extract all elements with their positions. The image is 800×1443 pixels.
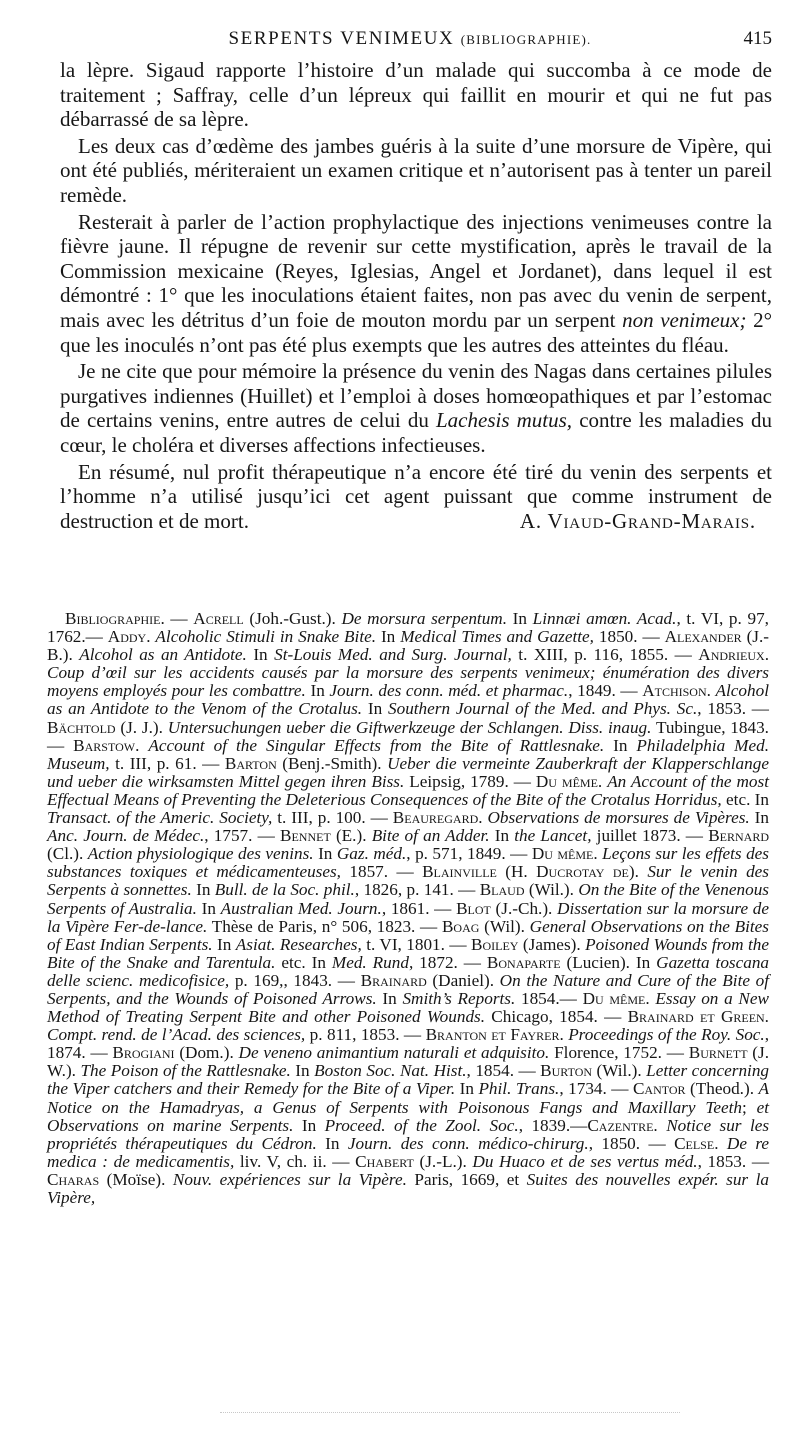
biblio-text: p. 811, 1853. — [305,1025,426,1045]
biblio-text: Paris, 1669, et [406,1169,527,1189]
biblio-author: Atchison. [642,681,711,701]
running-title-main: SERPENTS VENIMEUX [228,28,455,49]
biblio-text: In [212,934,236,954]
running-title-subtitle: (BIBLIOGRAPHIE). [460,32,592,47]
biblio-title: Alcohol as an Antidote to the Venom of the Crotalus. [47,681,769,719]
footer-rule [220,1412,680,1413]
biblio-text: Chicago, 1854. — [485,1007,628,1027]
biblio-text: In [293,1115,325,1135]
biblio-title: Smith’s Reports. [402,988,516,1008]
biblio-text: juillet 1873. — [591,826,709,846]
biblio-text: 1857. — [340,862,423,882]
biblio-title: De veneno animantium naturali et adquisito. [238,1043,550,1063]
paragraph [60,359,772,457]
biblio-title: De morsura serpentum. [341,609,508,628]
biblio-text: (J.-Ch.). [490,898,558,918]
biblio-text: Leipsig, 1789. — [404,771,536,791]
biblio-author: Du même. [582,988,650,1008]
bibliography-heading: Bibliographie. [65,609,165,628]
biblio-title: Nouv. expériences sur la Vipère. [172,1169,407,1189]
biblio-text: (J.-B.). [47,627,770,665]
biblio-text: (Lucien). In [560,952,657,972]
paragraph-text: Je ne cite que pour mémoire la présence du venin des Nagas dans certaines pilules purgatives indiennes (Huillet) et l’emploi à doses homœopathiques et par l’estomac de certains venins, entre autres de celui du [60,359,772,433]
paragraph-text: Resterait à parler de l’action prophylactique des injections venimeuses contre la fièvre jaune. Il répugne de revenir sur cette mystification, après le travail de la Commission mexicaine (Reyes, Iglesias, Angel et Jordanet), dans lequel il est démontré : 1° que les inoculations étaient faites, non pas avec du venin de serpent, mais avec les détritus d’un foie de mouton mordu par un serpent [60,209,772,332]
biblio-author: Barton [224,753,277,773]
biblio-text: (Cl.). [47,844,88,864]
biblio-title: Dissertation sur la morsure de la Vipère Fer-de-lance. [47,898,770,936]
biblio-author: Brainard et Green. [627,1007,769,1027]
paragraph-text: 2° que les inoculés n’ont pas été plus exempts que les autres des atteintes du fléau. [60,307,773,357]
biblio-author: Du même. [535,771,603,791]
biblio-text: 1850. — [593,627,665,647]
biblio-text: , 1872. — [408,952,487,972]
paragraph [60,210,772,358]
biblio-title: Southern Journal of the Med. and Phys. Sc. [388,699,698,719]
paragraph: Les deux cas d’œdème des jambes guéris à la suite d’une morsure de Vipère, qui ont été publiés, mériteraient un examen critique et n’autorisent pas à tenter un pareil remède. [60,133,772,207]
biblio-text: , 1853. — [697,699,769,719]
biblio-text: etc. In [721,789,769,809]
biblio-title: Compt. rend. de l’Acad. des sciences, [47,1025,306,1045]
biblio-title: Asiat. Researches, [235,934,362,954]
biblio-author: Chabert [355,1151,414,1171]
biblio-title: Untersuchungen ueber die Giftwerkzeuge der Schlangen. Diss. inaug. [167,717,652,737]
biblio-author: Boag [441,916,480,936]
biblio-author: Beauregard. [392,808,483,828]
biblio-text: Thèse de Paris, n° 506, 1823. — [207,916,442,936]
biblio-text: In [455,1079,479,1099]
paragraph-emphasis: Lachesis mutus, [436,408,573,433]
biblio-author: Ducrotay de [536,862,629,882]
biblio-title: Notice sur les propriétés thérapeutiques du Cédron. [47,1115,770,1153]
biblio-title: Boston Soc. Nat. Hist. [314,1061,467,1081]
biblio-text: 1854.— [515,988,583,1008]
biblio-title: Gazetta toscana delle scienc. medicofisice, [47,952,770,990]
biblio-title: the Lancet, [514,826,592,846]
biblio-text: In [313,844,337,864]
biblio-text: , 1874. — [47,1025,770,1063]
biblio-author: Boiley [471,934,519,954]
biblio-text: ; [741,1097,757,1117]
biblio-title: Gaz. méd. [336,844,407,864]
biblio-author: Celse. [674,1133,719,1153]
biblio-title: Essay on a New Method of Treating Serpent Bite and other Poisoned Wounds. [47,988,769,1027]
biblio-text: , 1757. — [204,826,280,846]
biblio-author: Andrieux. [698,645,769,665]
biblio-author: Alexander [664,627,742,647]
biblio-title: De re medica : de medicamentis, [47,1133,770,1171]
biblio-text: , 1839.— [518,1115,588,1135]
biblio-author: Brogiani [112,1043,175,1063]
biblio-title: Leçons sur les effets des substances toxiques et médicamenteuses, [47,844,769,882]
biblio-title: Bite of an Adder. [371,826,490,846]
biblio-title: On the Nature and Cure of the Bite of Serpents, and the Wounds of Poisoned Arrows. [47,970,770,1008]
biblio-author: Du même. [531,844,598,864]
biblio-text: (Wil.). [592,1061,647,1081]
biblio-text: In [196,898,221,918]
biblio-title: A Notice on the Hamadryas, a Genus of Serpents with Poisonous Fangs and Maxillary Teeth [47,1079,769,1117]
biblio-title: The Poison of the Rattlesnake. [80,1061,291,1081]
biblio-author: Acrell [193,609,244,628]
bibliography [47,610,769,1207]
biblio-author: Bonaparte [486,952,561,972]
paragraph-text: contre les maladies du cœur, le choléra et diverses affections infectieuses. [60,408,773,457]
biblio-title: An Account of the most Effectual Means of Preventing the Deleterious Consequences of the Bite of the Crotalus Horridus, [47,771,769,809]
biblio-title: Australian Med. Journ. [220,898,382,918]
biblio-text: t. XIII, p. 116, 1855. — [511,645,699,665]
biblio-text: , 1734. — [559,1079,633,1099]
biblio-text: p. 169,, 1843. — [229,970,361,990]
biblio-author: Branton et Fayrer. [425,1025,564,1045]
biblio-title: Ueber die vermeinte Zauberkraft der Klapperschlange und ueber die wirksamsten Mittel gegen ihren Biss. [47,753,769,791]
biblio-title: Observations de morsures de Vipères. [487,808,750,828]
biblio-text: In [305,681,330,701]
biblio-text: ). [628,862,648,882]
biblio-text: In [290,1061,315,1081]
biblio-title: Bull. de la Soc. phil. [214,880,355,900]
biblio-author: Cantor [632,1079,686,1099]
biblio-text: t. VI, 1801. — [361,934,472,954]
biblio-text [719,1134,727,1153]
paragraph: la lèpre. Sigaud rapporte l’histoire d’un malade qui succomba à ce mode de traitement ; Saffray, celle d’un lépreux qui faillit en mourir et qui ne fut pas débarrassé de sa lèpre. [60,58,772,132]
biblio-title: Alcoholic Stimuli in Snake Bite. [155,627,377,647]
biblio-title: St-Louis Med. and Surg. Journal, [274,645,512,665]
biblio-title: Journ. des conn. médico-chirurg. [347,1133,589,1153]
biblio-title: On the Bite of the Venenous Serpents of Australia. [47,880,769,918]
biblio-text: Tubingue, 1843. — [47,717,769,755]
biblio-text: In [376,627,401,647]
biblio-title: Poisoned Wounds from the Bite of the Snake and Tarentula. [47,934,769,972]
biblio-title: Suites des nouvelles expér. sur la Vipère, [47,1169,769,1207]
biblio-text: , 1850. — [588,1133,675,1153]
biblio-text: , 1849. — [568,681,643,701]
biblio-title: Account of the Singular Effects from the Bite of Rattlesnake. [148,735,605,755]
biblio-title: Anc. Journ. de Médec. [47,826,205,846]
biblio-text: , 1826, p. 141. — [354,880,480,900]
biblio-text: In [316,1133,348,1153]
body-text [60,58,772,534]
biblio-text: (J.-L.). [413,1151,473,1171]
biblio-text: , 1861. — [381,898,457,918]
biblio-author: Blot [456,898,491,918]
biblio-title: Action physiologique des venins. [87,844,314,864]
biblio-text: In [191,880,215,900]
biblio-title: Philadelphia Med. Museum, [47,735,770,773]
biblio-text: In [489,826,515,846]
biblio-title: Alcohol as an Antidote. [79,645,247,665]
biblio-author: Bächtold [47,717,116,737]
biblio-text: liv. V, ch. ii. — [234,1151,356,1171]
biblio-title: Coup d’œil sur les accidents causés par la morsure des serpents venimeux; énumération des divers moyens employés pour les combattre. [47,663,769,701]
biblio-title: Journ. des conn. méd. et pharmac. [329,681,569,701]
biblio-text: etc. In [275,952,332,972]
page-number: 415 [743,28,772,49]
biblio-text: (Wil). [479,916,530,936]
biblio-author: Addy. [107,627,151,647]
biblio-text: In [246,645,275,665]
page-header [60,28,772,58]
biblio-text: (Benj.-Smith). [276,753,388,773]
biblio-title: Medical Times and Gazette, [400,627,594,647]
biblio-author: Barstow. [73,735,140,755]
paragraph-emphasis: non venimeux; [622,307,747,332]
biblio-title: Phil. Trans. [478,1079,560,1099]
biblio-text: — [164,609,194,628]
biblio-text: , 1853. — [697,1151,770,1171]
biblio-text: (Dom.). [174,1043,239,1063]
biblio-text: , p. 571, 1849. — [406,844,532,864]
biblio-text: (Moïse). [99,1169,173,1189]
biblio-title: Sur le venin des Serpents à sonnettes. [47,862,769,900]
biblio-text: (H. [496,862,537,882]
biblio-text: , t. VI, p. 97, 1762.— [47,609,769,647]
biblio-title: Med. Rund [331,952,409,972]
biblio-text: t. III, p. 100. — [272,808,393,828]
author-signature: A. Viaud-Grand-Marais. [519,509,756,534]
biblio-author: Burton [540,1061,593,1081]
biblio-title: General Observations on the Bites of East Indian Serpents. [47,916,769,954]
biblio-text: (E.). [330,826,372,846]
biblio-text: t. III, p. 61. — [109,753,225,773]
biblio-text: (Joh.-Gust.). [243,609,342,628]
biblio-title: Linnæi amœn. Acad. [532,609,677,628]
biblio-text: Florence, 1752. — [549,1043,689,1063]
biblio-text: In [604,735,637,755]
biblio-title: Proceed. of the Zool. Soc. [324,1115,519,1135]
biblio-title: Du Huaco et de ses vertus méd. [472,1151,698,1171]
biblio-author: Blaud [479,880,525,900]
biblio-text: , 1854. — [466,1061,541,1081]
biblio-title: et Observations on marine Serpents. [47,1097,769,1135]
biblio-author: Blainville [422,862,497,882]
biblio-text: In [749,808,769,828]
biblio-author: Cazentre. [587,1115,658,1135]
biblio-text: (Theod.). [685,1079,759,1099]
paragraph: En résumé, nul profit thérapeutique n’a encore été tiré du venin des serpents et l’homme n’a utilisé jusqu’ici cet agent puissant que comme instrument de destruction et de mort. [60,459,772,533]
biblio-text: (James). [518,934,586,954]
biblio-text: In [362,699,388,719]
biblio-author: Bennet [279,826,331,846]
biblio-author: Burnett [688,1043,748,1063]
biblio-text: In [507,609,533,628]
biblio-text: (Daniel). [426,970,500,990]
running-title [60,28,760,50]
bibliography-text [47,610,769,1207]
biblio-author: Charas [47,1169,100,1189]
biblio-text: (J. W.). [47,1043,770,1081]
biblio-text: (J. J.). [115,717,168,737]
biblio-title: Transact. of the Americ. Society, [47,808,273,828]
biblio-text: (Wil.). [524,880,579,900]
biblio-title: Letter concerning the Viper catchers and their Remedy for the Bite of a Viper. [47,1061,770,1099]
biblio-author: Bernard [708,826,769,846]
biblio-text: In [376,988,403,1008]
biblio-text [658,1116,666,1135]
biblio-author: Brainard [360,970,427,990]
biblio-title: Proceedings of the Roy. Soc. [568,1025,765,1045]
